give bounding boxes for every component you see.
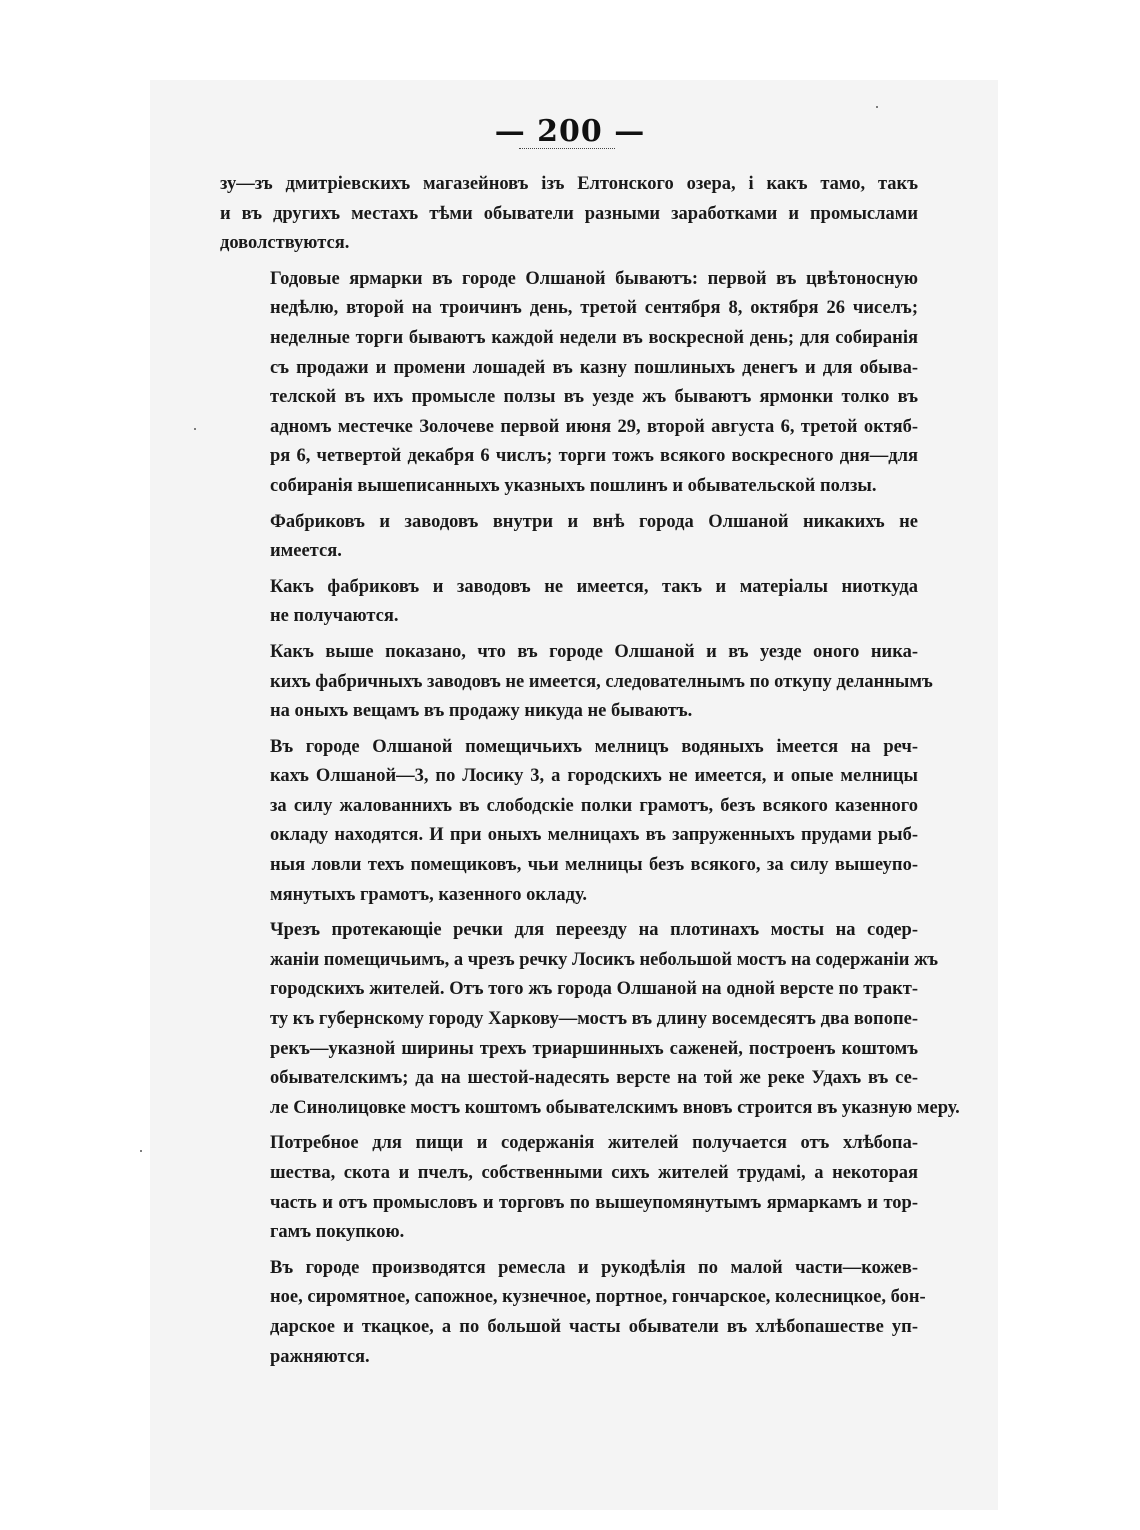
text-line: ту къ губернскому городу Харкову—мостъ въ длину восемдесятъ два вопопе- (270, 1009, 918, 1030)
text-line: обывателскимъ; да на шестой-надесять версте на той же реке Удахъ въ се- (270, 1068, 918, 1089)
paragraph (220, 170, 918, 259)
text-line: ражняются. (270, 1346, 370, 1367)
text-line: Въ городе производятся ремесла и рукодѣлія по малой части—кожев- (270, 1257, 918, 1278)
text-line: рекъ—указной ширины трехъ триаршинныхъ саженей, построенъ коштомъ (270, 1038, 918, 1059)
text-line: съ продажи и промени лошадей въ казну пошлиныхъ денегъ и для обыва- (270, 357, 918, 378)
text-line: телской въ ихъ промысле ползы въ уезде жъ бываютъ ярмонки толко въ (270, 387, 918, 408)
paragraph (220, 573, 918, 632)
text-line: неделные торги бываютъ каждой недели въ воскресной день; для собиранія (270, 327, 918, 348)
text-line: городскихъ жителей. Отъ того жъ города Олшаной на одной версте по тракт- (270, 979, 918, 1000)
paragraph (220, 508, 918, 567)
text-line: собиранія вышеписанныхъ указныхъ пошлинъ и обывательской ползы. (270, 475, 877, 496)
text-line: не получаются. (270, 606, 399, 627)
text-line: за силу жалованнихъ въ слободскіе полки грамотъ, безъ всякого казенного (270, 795, 918, 816)
text-line: кихъ фабричныхъ заводовъ не имеется, следователнымъ по откупу деланнымъ (270, 671, 933, 692)
paragraph (220, 916, 960, 1123)
text-line: гамъ покупкою. (270, 1222, 405, 1243)
paragraph (220, 733, 918, 911)
text-line: Фабриковъ и заводовъ внутри и внѣ города Олшаной никакихъ не (270, 511, 918, 532)
text-line: дарское и ткацкое, а по большой часты обыватели въ хлѣбопашестве уп- (270, 1316, 918, 1337)
document-body (220, 170, 960, 1378)
text-line: жаніи помещичьимъ, а чрезъ речку Лосикъ небольшой мостъ на содержаніи жъ (270, 949, 939, 970)
paragraph (220, 1254, 926, 1372)
text-line: и въ другихъ местахъ тѣми обыватели разными заработками и промыслами (220, 203, 918, 224)
text-line: ныя ловли техъ помещиковъ, чьи мелницы безъ всякого, за силу вышеупо- (270, 855, 918, 876)
text-line: мянутыхъ грамотъ, казенного окладу. (270, 884, 588, 905)
paragraph (220, 265, 918, 502)
paragraph (220, 1129, 918, 1247)
text-line: на оныхъ вещамъ въ продажу никуда не бываютъ. (270, 701, 693, 722)
text-line: доволствуются. (220, 233, 350, 254)
text-line: ле Синолицовке мостъ коштомъ обывателскимъ вновъ строится въ указную меру. (270, 1097, 960, 1118)
text-line: Потребное для пищи и содержанія жителей получается отъ хлѣбопа- (270, 1133, 918, 1154)
text-line: Какъ выше показано, что въ городе Олшаной и въ уезде оного ника- (270, 641, 918, 662)
text-line: шества, скота и пчелъ, собственными сихъ жителей трудамі, а некоторая (270, 1163, 918, 1183)
page-number-underline (519, 148, 615, 152)
text-line: Годовые ярмарки въ городе Олшаной бываютъ: первой въ цвѣтоносную (270, 268, 918, 289)
text-line: кахъ Олшаной—3, по Лосику 3, а городскихъ не имеется, и опые мелницы (270, 766, 918, 787)
scan-speck (140, 1150, 142, 1152)
text-line: ное, сиромятное, сапожное, кузнечное, портное, гончарское, колесницкое, бон- (270, 1287, 926, 1308)
text-line: Въ городе Олшаной помещичьихъ мелницъ водяныхъ імеется на реч- (270, 736, 918, 757)
page-number: — 200 — (494, 114, 646, 149)
paragraph (220, 638, 933, 727)
text-line: адномъ местечке Золочеве первой июня 29, второй августа 6, третой октяб- (270, 416, 918, 437)
text-line: имеется. (270, 541, 342, 562)
text-line: недѣлю, второй на троичинъ день, третой сентября 8, октября 26 чиселъ; (270, 298, 918, 319)
scan-speck (876, 106, 878, 108)
text-line: ря 6, четвертой декабря 6 числъ; торги тожъ всякого воскресного дня—для (270, 446, 918, 467)
text-line: Чрезъ протекающіе речки для переезду на плотинахъ мосты на содер- (270, 920, 918, 941)
text-line: окладу находятся. И при оныхъ мелницахъ въ запруженныхъ прудами рыб- (270, 825, 918, 846)
text-line: Какъ фабриковъ и заводовъ не имеется, такъ и матеріалы ниоткуда (270, 576, 918, 597)
text-line: часть и отъ промысловъ и торговъ по вышеупомянутымъ ярмаркамъ и тор- (270, 1192, 918, 1213)
text-line: зу—зъ дмитріевскихъ магазейновъ ізъ Елтонского озера, і какъ тамо, такъ (220, 174, 918, 194)
scan-speck (194, 428, 196, 430)
